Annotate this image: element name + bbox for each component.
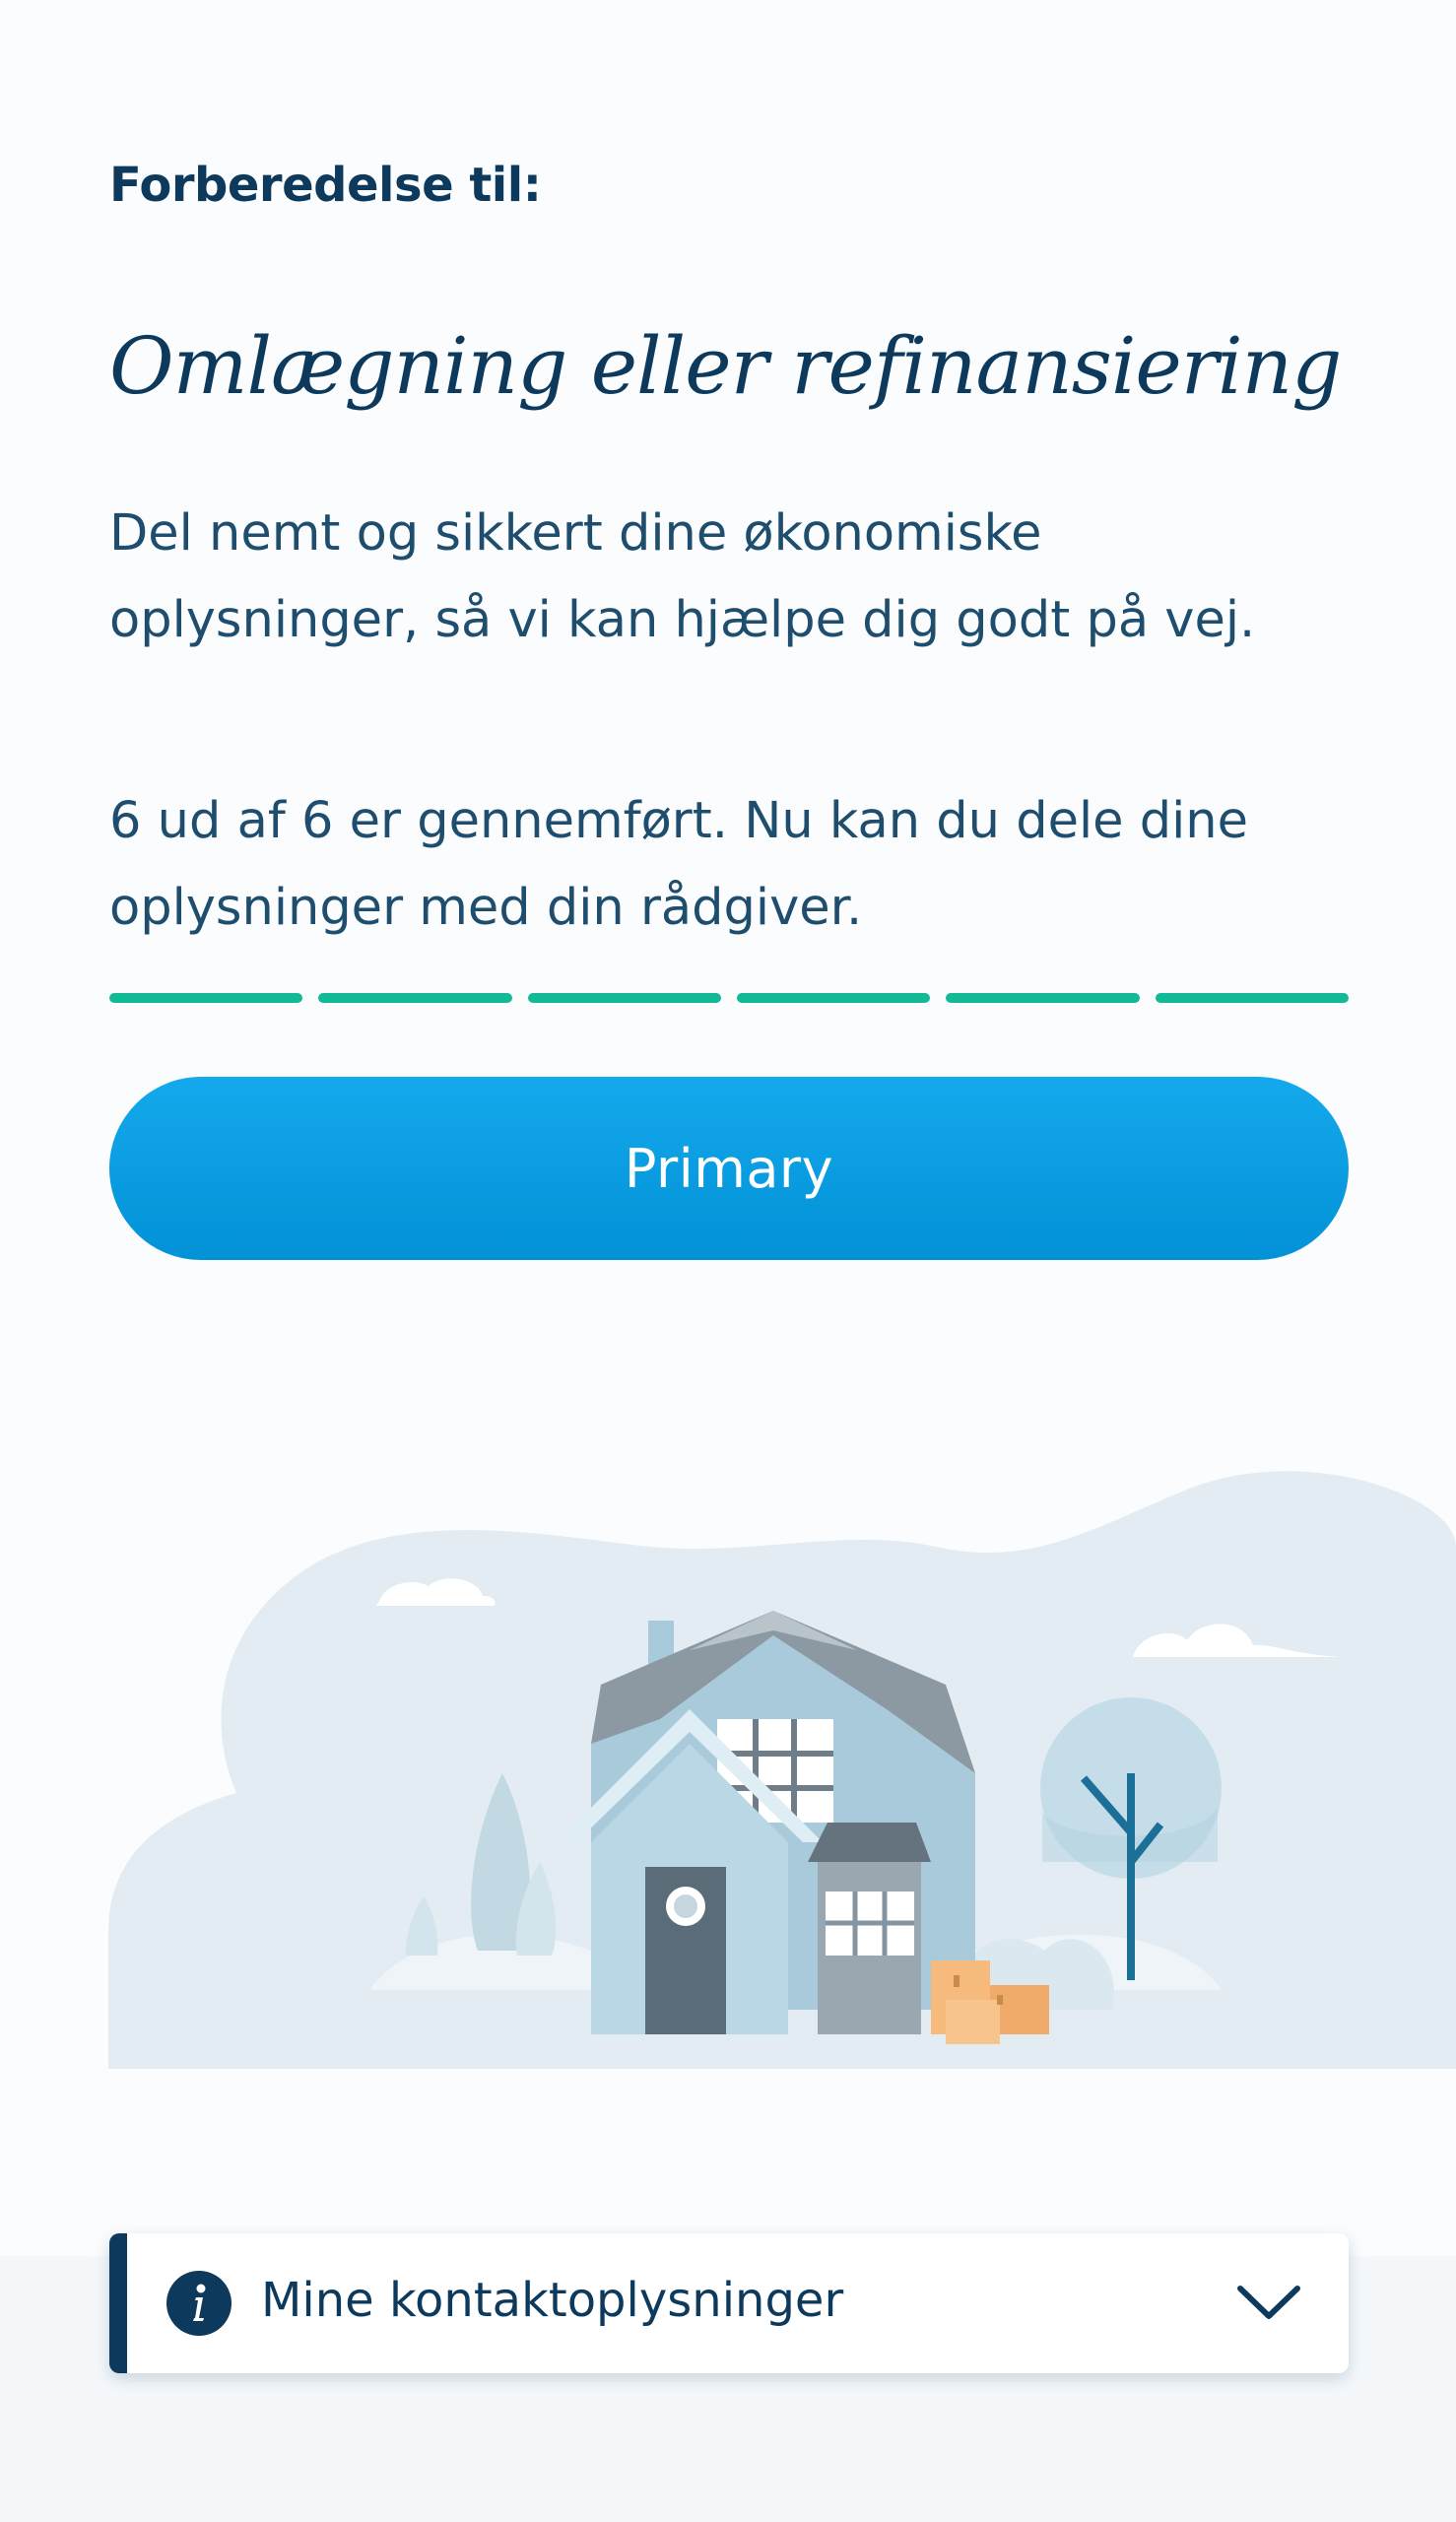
progress-indicator	[109, 993, 1349, 1003]
primary-button[interactable]: Primary	[109, 1077, 1349, 1260]
progress-segment	[109, 993, 302, 1003]
progress-segment	[1156, 993, 1349, 1003]
progress-segment	[528, 993, 721, 1003]
progress-segment	[946, 993, 1139, 1003]
contact-info-accordion[interactable]	[109, 2233, 1349, 2373]
progress-segment	[318, 993, 511, 1003]
progress-status-text: 6 ud af 6 er gennemført. Nu kan du dele dine oplysninger med din rådgiver.	[109, 792, 1248, 937]
chevron-down-icon[interactable]	[1236, 2279, 1301, 2326]
intro-text: Del nemt og sikkert dine økonomiske oplysninger, så vi kan hjælpe dig godt på vej.	[109, 504, 1256, 649]
eyebrow-label: Forberedelse til:	[109, 158, 542, 213]
page-title: Omlægning eller refinansiering	[109, 320, 1342, 412]
progress-segment	[737, 993, 930, 1003]
accordion-accent-bar	[109, 2233, 127, 2373]
info-icon	[166, 2271, 232, 2336]
accordion-label: Mine kontaktoplysninger	[261, 2273, 844, 2328]
house-illustration	[0, 1399, 1456, 2089]
